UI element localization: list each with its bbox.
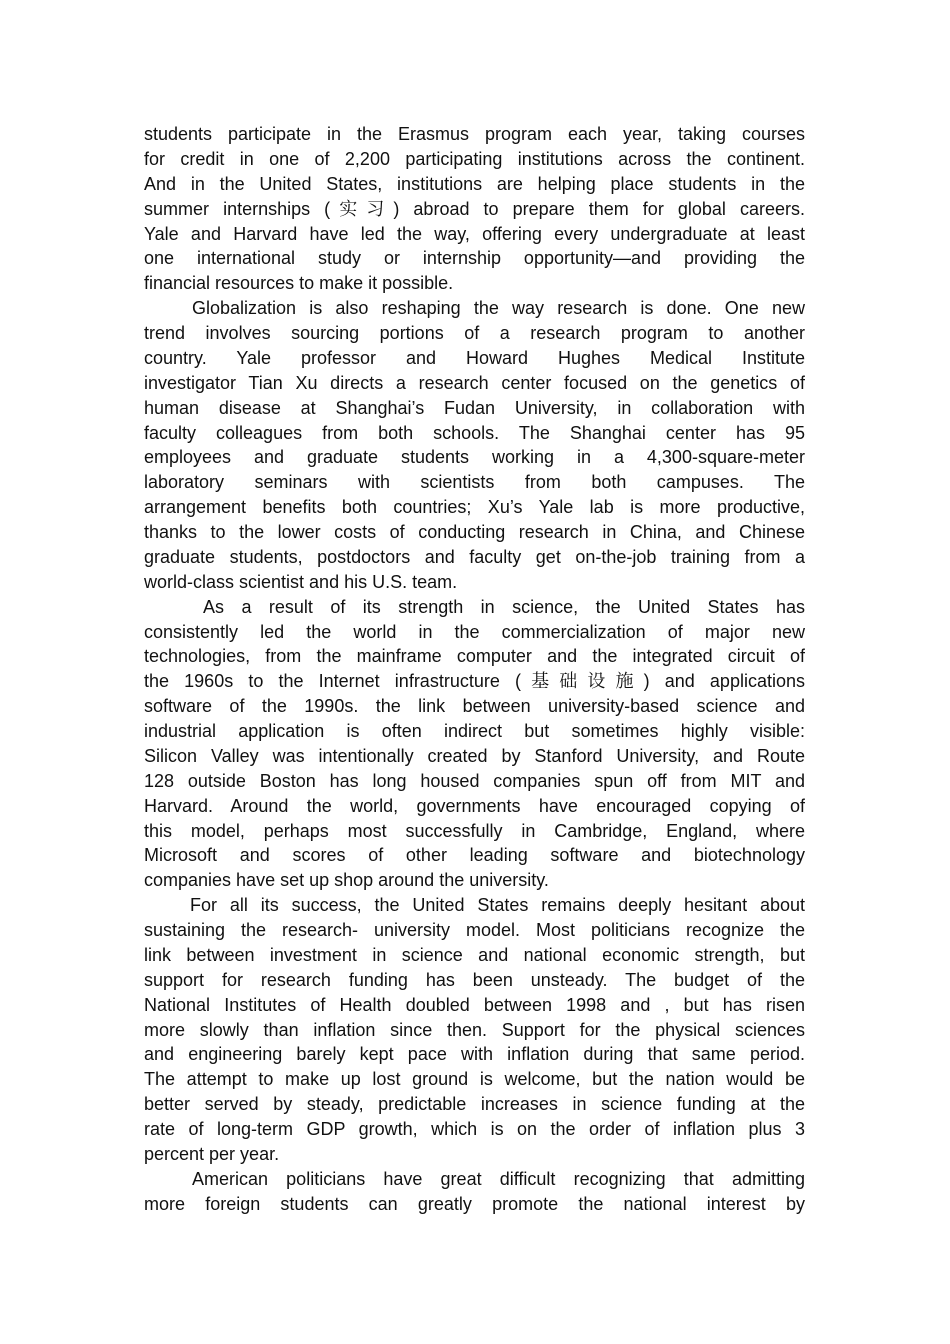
text-line: sustaining the research- university model. Most politicians recognize the bbox=[144, 920, 805, 940]
text-line: trend involves sourcing portions of a research program to another bbox=[144, 323, 805, 343]
text-line: employees and graduate students working in a 4,300-square-meter bbox=[144, 447, 805, 468]
text-line: world-class scientist and his U.S. team. bbox=[144, 571, 458, 592]
paragraph bbox=[144, 1167, 805, 1217]
text-line: for credit in one of 2,200 participating institutions across the continent. bbox=[144, 148, 805, 169]
text-line: investigator Tian Xu directs a research center focused on the genetics of bbox=[144, 372, 805, 393]
paragraph bbox=[144, 595, 805, 894]
text-line: industrial application is often indirect but sometimes highly visible: bbox=[144, 721, 805, 741]
text-line: consistently led the world in the commercialization of major new bbox=[144, 621, 805, 642]
text-line: arrangement benefits both countries; Xu’s Yale lab is more productive, bbox=[144, 497, 805, 518]
text-line: and engineering barely kept pace with inflation during that same period. bbox=[144, 1044, 805, 1065]
text-line: students participate in the Erasmus program each year, taking courses bbox=[144, 124, 805, 144]
text-line: financial resources to make it possible. bbox=[144, 273, 454, 294]
text-line: summer internships (实习) abroad to prepare them for global careers. bbox=[144, 198, 805, 219]
text-line: thanks to the lower costs of conducting research in China, and Chinese bbox=[144, 522, 805, 542]
text-line: country. Yale professor and Howard Hughes Medical Institute bbox=[144, 347, 805, 368]
text-line: graduate students, postdoctors and faculty get on-the-job training from a bbox=[144, 546, 805, 567]
text-line: Harvard. Around the world, governments have encouraged copying of bbox=[144, 795, 805, 816]
text-line: technologies, from the mainframe computer and the integrated circuit of bbox=[144, 646, 805, 667]
text-line: human disease at Shanghai’s Fudan University, in collaboration with bbox=[144, 397, 805, 418]
text-line: Globalization is also reshaping the way research is done. One new bbox=[192, 298, 805, 319]
text-line: As a result of its strength in science, the United States has bbox=[203, 596, 805, 617]
text-line: rate of long-term GDP growth, which is on the order of inflation plus 3 bbox=[144, 1119, 805, 1139]
text-line: better served by steady, predictable increases in science funding at the bbox=[144, 1094, 805, 1115]
text-line: Silicon Valley was intentionally created by Stanford University, and Route bbox=[144, 745, 805, 766]
text-line: And in the United States, institutions are helping place students in the bbox=[144, 173, 805, 194]
text-line: support for research funding has been unsteady. The budget of the bbox=[144, 969, 805, 990]
text-line: faculty colleagues from both schools. The Shanghai center has 95 bbox=[144, 422, 805, 443]
paragraph bbox=[144, 296, 805, 595]
text-line: software of the 1990s. the link between university-based science and bbox=[144, 696, 805, 717]
text-line: For all its success, the United States remains deeply hesitant about bbox=[190, 895, 805, 916]
text-line: more foreign students can greatly promote the national interest by bbox=[144, 1193, 805, 1214]
text-line: more slowly than inflation since then. Support for the physical sciences bbox=[144, 1019, 805, 1040]
document-page bbox=[144, 122, 805, 1217]
text-line: American politicians have great difficult recognizing that admitting bbox=[192, 1168, 805, 1189]
text-line: National Institutes of Health doubled between 1998 and , but has risen bbox=[144, 994, 805, 1015]
text-line: laboratory seminars with scientists from both campuses. The bbox=[144, 472, 805, 493]
text-line: Yale and Harvard have led the way, offering every undergraduate at least bbox=[144, 223, 805, 244]
text-line: 128 outside Boston has long housed companies spun off from MIT and bbox=[144, 770, 805, 791]
text-line: link between investment in science and national economic strength, but bbox=[144, 944, 805, 965]
text-line: The attempt to make up lost ground is welcome, but the nation would be bbox=[144, 1069, 805, 1090]
text-line: one international study or internship opportunity—and providing the bbox=[144, 248, 805, 269]
paragraph bbox=[144, 122, 805, 296]
paragraph bbox=[144, 893, 805, 1167]
text-line: this model, perhaps most successfully in Cambridge, England, where bbox=[144, 820, 805, 841]
text-line: percent per year. bbox=[144, 1143, 280, 1164]
text-line: the 1960s to the Internet infrastructure (基础设施) and applications bbox=[144, 671, 805, 692]
text-line: companies have set up shop around the university. bbox=[144, 870, 549, 891]
text-line: Microsoft and scores of other leading software and biotechnology bbox=[144, 845, 805, 866]
